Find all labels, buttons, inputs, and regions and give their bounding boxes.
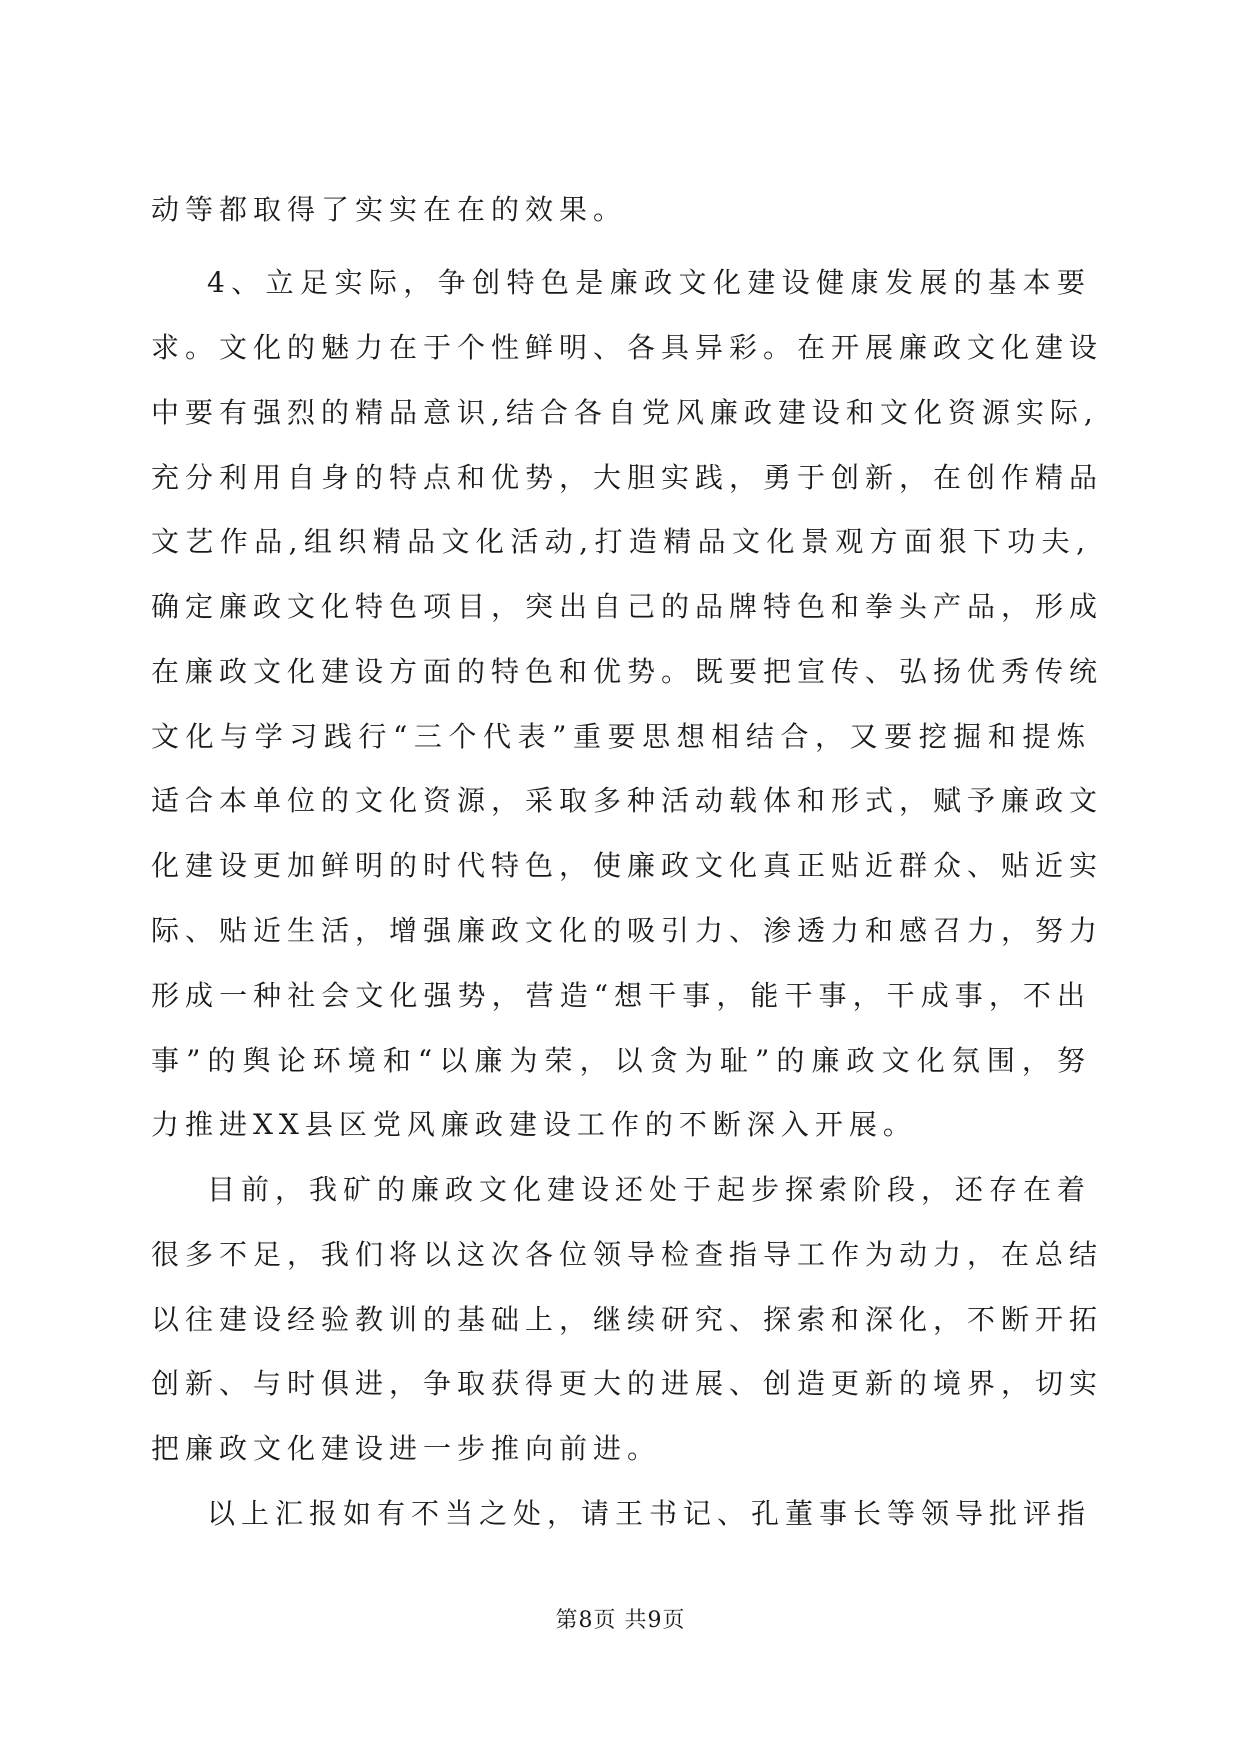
text-line: 以上汇报如有不当之处，请王书记、孔董事长等领导批评指 — [207, 1497, 1092, 1530]
text-line: 中要有强烈的精品意识,结合各自党风廉政建设和文化资源实际, — [151, 396, 1099, 429]
page-number-footer: 第8页 共9页 — [555, 1608, 686, 1633]
text-line: 充分利用自身的特点和优势，大胆实践，勇于创新，在创作精品 — [151, 461, 1104, 494]
text-line: 目前，我矿的廉政文化建设还处于起步探索阶段，还存在着 — [207, 1173, 1092, 1206]
text-line: 确定廉政文化特色项目，突出自己的品牌特色和拳头产品，形成 — [151, 590, 1104, 623]
text-line: 在廉政文化建设方面的特色和优势。既要把宣传、弘扬优秀传统 — [151, 655, 1104, 688]
text-line: 求。文化的魅力在于个性鲜明、各具异彩。在开展廉政文化建设 — [151, 331, 1104, 364]
text-line: 文化与学习践行“三个代表”重要思想相结合，又要挖掘和提炼 — [151, 720, 1091, 753]
text-line: 创新、与时俱进，争取获得更大的进展、创造更新的境界，切实 — [151, 1367, 1104, 1400]
text-line: 把廉政文化建设进一步推向前进。 — [151, 1432, 662, 1465]
text-line: 适合本单位的文化资源，采取多种活动载体和形式，赋予廉政文 — [151, 784, 1104, 817]
text-line: 力推进XX县区党风廉政建设工作的不断深入开展。 — [151, 1108, 917, 1141]
text-line: 很多不足，我们将以这次各位领导检查指导工作为动力，在总结 — [151, 1238, 1104, 1271]
text-line: 文艺作品,组织精品文化活动,打造精品文化景观方面狠下功夫, — [151, 525, 1091, 558]
text-line: 4、立足实际，争创特色是廉政文化建设健康发展的基本要 — [207, 266, 1091, 299]
text-line: 际、贴近生活，增强廉政文化的吸引力、渗透力和感召力，努力 — [151, 914, 1104, 947]
text-line: 动等都取得了实实在在的效果。 — [151, 193, 628, 226]
text-line: 事”的舆论环境和“以廉为荣，以贪为耻”的廉政文化氛围，努 — [151, 1044, 1091, 1077]
text-line: 化建设更加鲜明的时代特色，使廉政文化真正贴近群众、贴近实 — [151, 849, 1104, 882]
text-line: 以往建设经验教训的基础上，继续研究、探索和深化，不断开拓 — [151, 1303, 1104, 1336]
text-line: 形成一种社会文化强势，营造“想干事，能干事，干成事，不出 — [151, 979, 1091, 1012]
